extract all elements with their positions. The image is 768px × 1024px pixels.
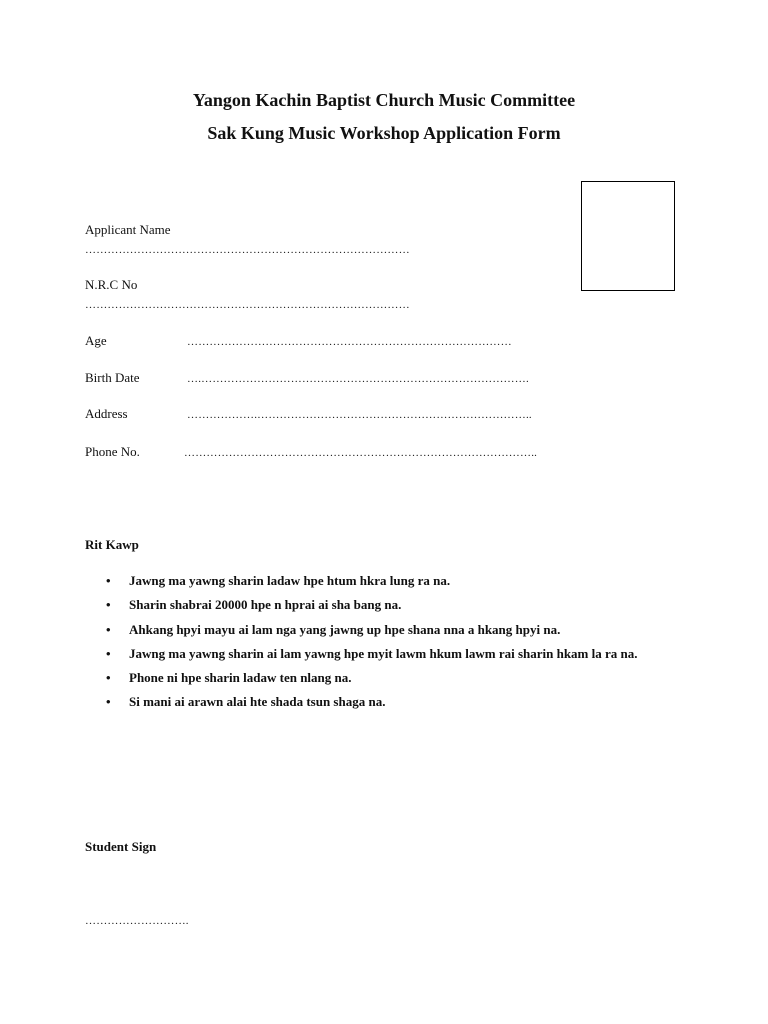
list-item (0, 669, 768, 693)
bullet-icon: • (106, 621, 111, 637)
age-field[interactable]: …………………………………………………………………………… (187, 336, 512, 348)
address-label: Address (85, 406, 128, 421)
bullet-icon: • (106, 694, 111, 710)
list-item (0, 572, 768, 596)
rule-text: Jawng ma yawng sharin ladaw hpe htum hkra lung ra na. (129, 573, 451, 588)
age-label: Age (85, 333, 107, 348)
bullet-icon: • (106, 670, 111, 686)
form-title: Sak Kung Music Workshop Application Form (207, 123, 561, 143)
list-item (0, 596, 768, 620)
nrc-no-label: N.R.C No (85, 277, 138, 292)
rule-text: Jawng ma yawng sharin ai lam yawng hpe myit lawm hkum lawm rai sharin hkam la ra na. (129, 645, 638, 661)
address-field[interactable]: ……………….……………………………………………………………….. (187, 409, 532, 421)
bullet-icon: • (106, 645, 111, 661)
applicant-name-field[interactable]: …………………………………………………………………………… (85, 244, 410, 256)
nrc-no-field[interactable]: …………………………………………………………………………… (85, 299, 410, 311)
form-title-organization: Yangon Kachin Baptist Church Music Committee (192, 90, 576, 110)
list-item (0, 621, 768, 645)
photo-box (581, 181, 675, 291)
rules-list (0, 572, 768, 718)
student-sign-field[interactable]: ………………………. (85, 915, 189, 927)
birth-date-field[interactable]: ….……………………………………………………………………………. (187, 373, 529, 385)
rules-heading: Rit Kawp (85, 537, 139, 552)
bullet-icon: • (106, 573, 111, 588)
applicant-name-label: Applicant Name (85, 222, 171, 237)
list-item (0, 645, 768, 669)
birth-date-label: Birth Date (85, 370, 140, 385)
rule-text: Sharin shabrai 20000 hpe n hprai ai sha bang na. (129, 597, 402, 613)
rule-text: Si mani ai arawn alai hte shada tsun shaga na. (129, 694, 386, 710)
phone-no-label: Phone No. (85, 444, 140, 459)
rule-text: Phone ni hpe sharin ladaw ten nlang na. (129, 670, 352, 686)
phone-no-field[interactable]: ………………………………………………………………………………….. (184, 447, 538, 459)
rule-text: Ahkang hpyi mayu ai lam nga yang jawng up hpe shana nna a hkang hpyi na. (129, 621, 561, 637)
bullet-icon: • (106, 597, 111, 613)
list-item (0, 693, 768, 717)
student-sign-label: Student Sign (85, 839, 157, 854)
